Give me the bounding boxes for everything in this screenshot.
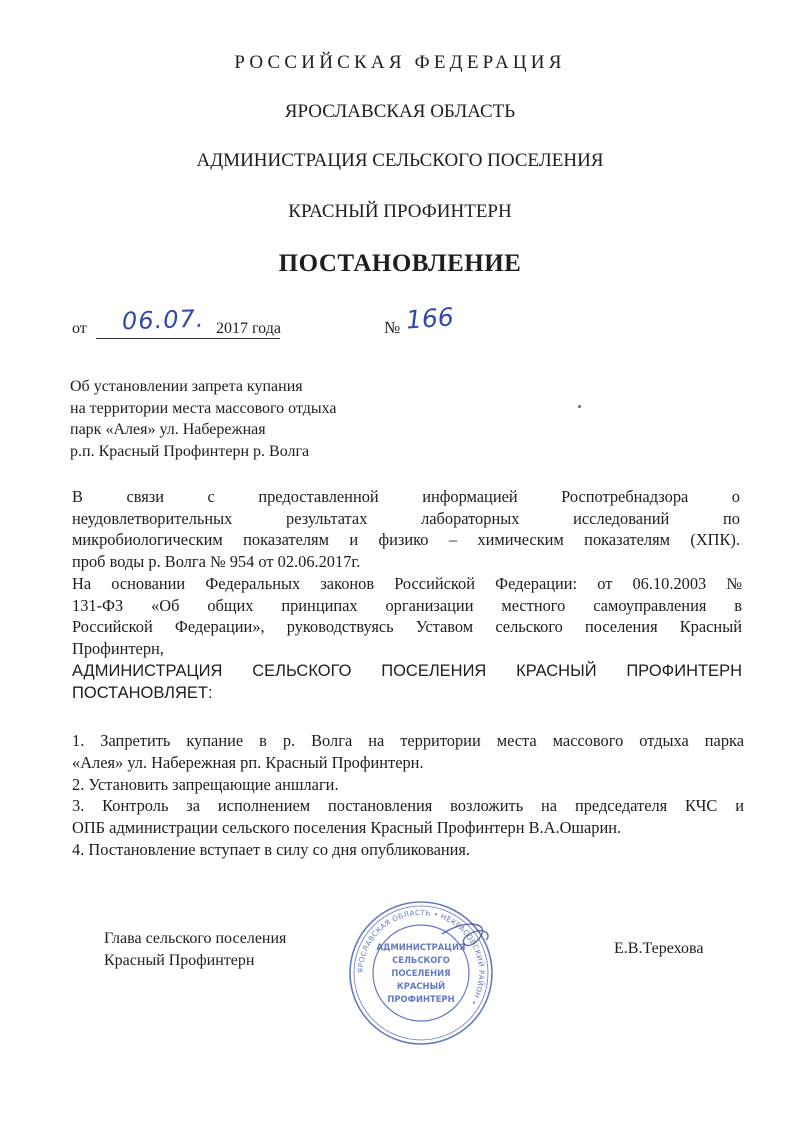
subject-line: Об установлении запрета купания	[70, 378, 303, 395]
preamble-paragraph-1	[72, 486, 740, 572]
header-country: РОССИЙСКАЯ ФЕДЕРАЦИЯ	[234, 52, 566, 73]
preamble-paragraph-2	[72, 573, 742, 659]
text-line: проб воды р. Волга № 954 от 02.06.2017г.	[72, 551, 361, 571]
signature-position	[104, 928, 286, 972]
seal-center-line: ПОСЕЛЕНИЯ	[391, 968, 451, 978]
list-item: 2. Установить запрещающие аншлаги.	[72, 774, 339, 794]
date-year-label: 2017 года	[216, 320, 281, 337]
document-type-title: ПОСТАНОВЛЕНИЕ	[278, 250, 522, 277]
seal-center-line: АДМИНИСТРАЦИЯ	[376, 942, 466, 952]
text-line: Профинтерн,	[72, 638, 164, 658]
handwritten-number: 166	[405, 302, 455, 335]
text-line: неудовлетворительных результатах лабораторных исследований по	[72, 508, 740, 528]
subject-line: р.п. Красный Профинтерн р. Волга	[70, 442, 310, 460]
text-line: 131-ФЗ «Об общих принципах организации местного самоуправления в	[72, 595, 742, 615]
official-seal-stamp	[346, 898, 496, 1048]
header-region: ЯРОСЛАВСКАЯ ОБЛАСТЬ	[284, 101, 516, 122]
date-underline	[96, 338, 280, 339]
date-from-label: от	[72, 320, 87, 337]
seal-center-line: СЕЛЬСКОГО	[392, 955, 450, 965]
dateline	[72, 302, 492, 342]
text-line: микробиологическим показателям и физико – химическим показателям (ХПК).	[72, 530, 740, 550]
seal-icon	[346, 898, 496, 1048]
signatory-name: Е.В.Терехова	[614, 940, 704, 957]
scan-speck	[578, 405, 581, 408]
text-line: На основании Федеральных законов Российской Федерации: от 06.10.2003 №	[72, 574, 742, 593]
subject-line: парк «Алея» ул. Набережная	[70, 421, 266, 438]
text-line: ПОСТАНОВЛЯЕТ:	[72, 684, 213, 702]
number-label: №	[384, 318, 401, 337]
resolves-statement	[72, 660, 742, 704]
list-item: ОПБ администрации сельского поселения Красный Профинтерн В.А.Ошарин.	[72, 818, 622, 838]
resolution-items	[72, 730, 744, 861]
signature-position-line: Глава сельского поселения	[104, 930, 287, 947]
header-settlement: КРАСНЫЙ ПРОФИНТЕРН	[288, 201, 512, 222]
subject-line: на территории места массового отдыха	[70, 399, 337, 417]
document-subject	[70, 376, 337, 462]
text-line: В связи с предоставленной информацией Роспотребнадзора о	[72, 487, 740, 506]
header-administration: АДМИНИСТРАЦИЯ СЕЛЬСКОГО ПОСЕЛЕНИЯ	[196, 150, 604, 171]
handwritten-date: 06.07.	[121, 304, 205, 336]
seal-center-line: КРАСНЫЙ	[396, 981, 446, 991]
seal-center-line: ПРОФИНТЕРН	[387, 994, 455, 1004]
signature-position-line: Красный Профинтерн	[104, 952, 255, 969]
text-line: АДМИНИСТРАЦИЯ СЕЛЬСКОГО ПОСЕЛЕНИЯ КРАСНЫЙ ПРОФИНТЕРН	[72, 662, 742, 680]
list-item: 1. Запретить купание в р. Волга на территории места массового отдыха парка	[72, 731, 744, 750]
seal-ring-text: ЯРОСЛАВСКАЯ ОБЛАСТЬ • НЕКРАСОВСКИЙ РАЙОН •	[355, 907, 487, 1007]
list-item: 3. Контроль за исполнением постановления возложить на председателя КЧС и	[72, 796, 744, 816]
text-line: Российской Федерации», руководствуясь Уставом сельского поселения Красный	[72, 617, 742, 637]
list-item: 4. Постановление вступает в силу со дня опубликования.	[72, 839, 471, 859]
list-item: «Алея» ул. Набережная рп. Красный Профинтерн.	[72, 752, 424, 772]
